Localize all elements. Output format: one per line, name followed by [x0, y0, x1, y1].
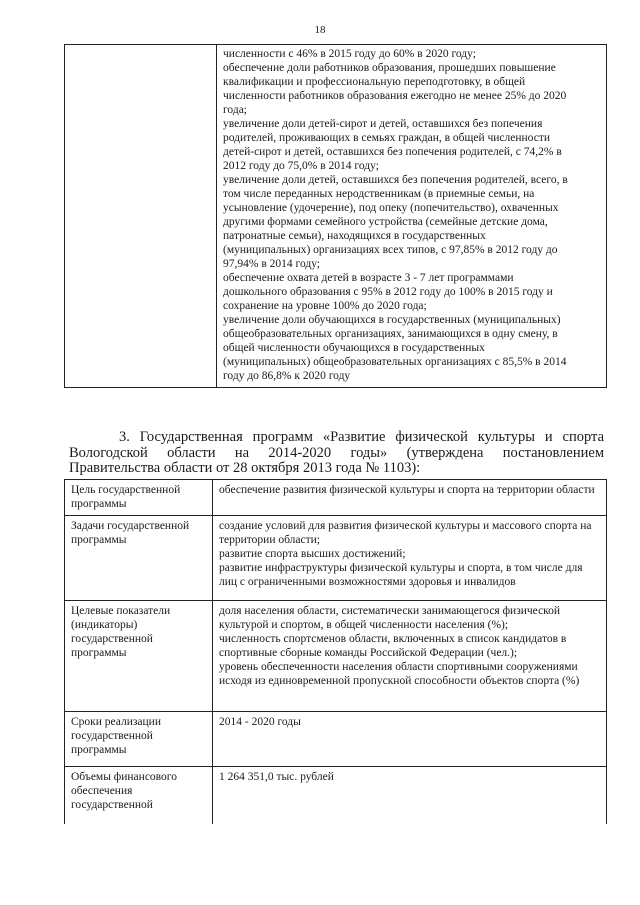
text-line: создание условий для развития физической культуры и массового спорта на территории области;	[219, 520, 592, 546]
text-line: усыновление (удочерение), под опеку (попечительство), охваченных	[223, 202, 559, 214]
row-value	[213, 767, 607, 825]
table-row	[65, 767, 607, 825]
text-line: (муниципальных) общеобразовательных организациях с 85,5% в 2014	[223, 356, 567, 368]
text-line: доля населения области, систематически занимающегося физической культурой и спортом, в общей численности населения (%);	[219, 605, 561, 631]
text-line: развитие инфраструктуры физической культуры и спорта, в том числе для лиц с ограниченными возможностями здоровья и инвалидов	[219, 562, 583, 588]
text-line: численности с 46% в 2015 году до 60% в 2020 году;	[223, 48, 476, 60]
text-line: дошкольного образования с 95% в 2012 году до 100% в 2015 году и	[223, 286, 553, 298]
text-line: 2012 году до 75,0% в 2014 году;	[223, 160, 379, 172]
text-line: году до 86,8% к 2020 году	[223, 370, 351, 382]
row-value	[213, 712, 607, 767]
text-line: увеличение доли обучающихся в государственных (муниципальных)	[223, 314, 561, 326]
text-line: увеличение доли детей-сирот и детей, оставшихся без попечения	[223, 118, 543, 130]
text-line: численности работников образования ежегодно не менее 25% до 2020	[223, 90, 567, 102]
text-line: увеличение доли детей, оставшихся без попечения родителей, всего, в	[223, 174, 568, 186]
row-label: Целевые показатели (индикаторы) государственной программы	[65, 601, 213, 712]
row-value	[213, 516, 607, 601]
text-line: численность спортсменов области, включенных в список кандидатов в спортивные сборные команды Российской Федерации (чел.);	[219, 633, 567, 659]
text-line: обеспечение развития физической культуры и спорта на территории области	[219, 484, 595, 496]
table-row	[65, 45, 607, 388]
row-label: Цель государственной программы	[65, 480, 213, 516]
row-label: Задачи государственной программы	[65, 516, 213, 601]
page-number: 18	[314, 24, 326, 36]
text-line: 97,94% в 2014 году;	[223, 258, 321, 270]
section-heading: 3. Государственная программ «Развитие физической культуры и спорта Вологодской области на 2014-2020 годы» (утверждена постановлением Правительства области от 28 октября 2013 года № 1103):	[69, 429, 604, 476]
previous-program-table	[64, 44, 607, 388]
text-line: сохранение на уровне 100% до 2020 года;	[223, 300, 427, 312]
text-line: уровень обеспеченности населения области спортивными сооружениями исходя из единовременной пропускной способности объектов спорта (%)	[219, 661, 580, 687]
text-line: общей численности обучающихся в государственных	[223, 342, 485, 354]
text-line: развитие спорта высших достижений;	[219, 548, 406, 560]
text-line: том числе переданных неродственникам (в приемные семьи, на	[223, 188, 535, 200]
empty-label-cell	[65, 45, 217, 388]
table-row	[65, 516, 607, 601]
text-line: обеспечение доли работников образования, прошедших повышение	[223, 62, 556, 74]
table-row	[65, 712, 607, 767]
text-line: общеобразовательных организациях, занимающихся в одну смену, в	[223, 328, 558, 340]
row-label: Сроки реализации государственной программы	[65, 712, 213, 767]
text-line: 1 264 351,0 тыс. рублей	[219, 771, 334, 783]
program-passport-table	[64, 479, 607, 824]
text-line: 2014 - 2020 годы	[219, 716, 301, 728]
indicators-cell	[217, 45, 607, 388]
table-row	[65, 601, 607, 712]
text-line: родителей, проживающих в семьях граждан, в общей численности	[223, 132, 551, 144]
row-value	[213, 601, 607, 712]
text-line: детей-сирот и детей, оставшихся без попечения родителей, с 74,2% в	[223, 146, 562, 158]
text-line: обеспечение охвата детей в возрасте 3 - 7 лет программами	[223, 272, 514, 284]
text-line: другими формами семейного устройства (семейные детские дома,	[223, 216, 548, 228]
text-line: патронатные семьи), находящихся в государственных	[223, 230, 486, 242]
row-value	[213, 480, 607, 516]
text-line: года;	[223, 104, 247, 116]
text-line: (муниципальных) организациях всех типов, с 97,85% в 2012 году до	[223, 244, 558, 256]
table-row	[65, 480, 607, 516]
text-line: квалификации и профессиональную переподготовку, в общей	[223, 76, 526, 88]
row-label: Объемы финансового обеспечения государственной	[65, 767, 213, 825]
